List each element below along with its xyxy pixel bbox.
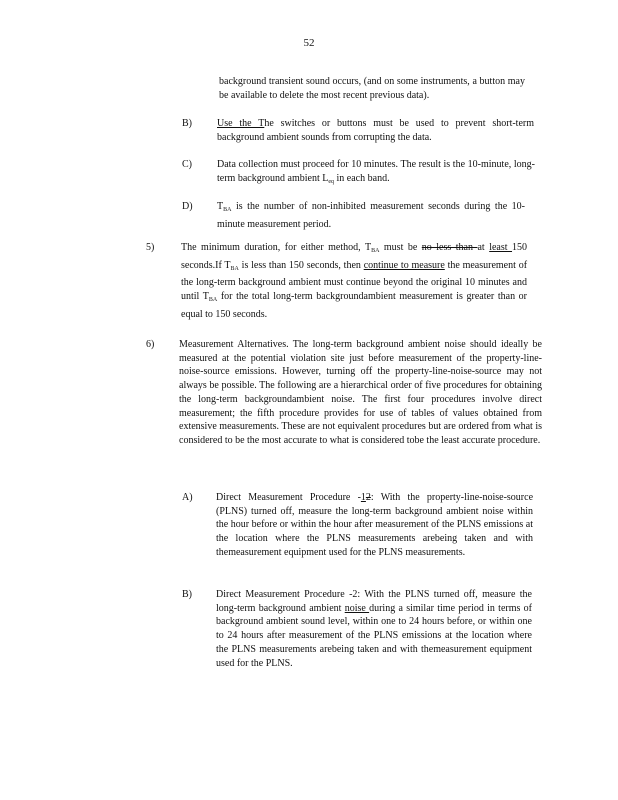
para-6b-b: during a similar time period in terms of background ambient sound level, within one to 24 hours before, or within one to 24 hours after measurement of the PLNS emissions at the location where the PLNS measurements arebeing taken and with themeasurement equipment used for the PLNS. xyxy=(216,602,533,669)
inserted-text: continue to measure xyxy=(363,259,445,271)
para-5-label: 5) xyxy=(146,242,155,253)
inserted-text: noise xyxy=(344,602,370,614)
para-6b xyxy=(216,588,532,670)
para-6 xyxy=(179,338,542,448)
item-d-label: D) xyxy=(182,201,193,212)
item-b-label: B) xyxy=(182,118,192,129)
subscript-ba: BA xyxy=(208,297,218,304)
t-symbol: T xyxy=(217,201,224,212)
item-d-text: is the number of non-inhibited measurement seconds during the 10-minute measurement period. xyxy=(217,201,525,230)
para-6a-label: A) xyxy=(182,492,193,503)
para-5-e: is less than 150 seconds, then xyxy=(238,259,364,271)
inserted-text: least xyxy=(489,242,513,253)
item-b-text: he switches or buttons must be used to prevent short-term background ambient sounds from corrupting the data. xyxy=(217,118,534,143)
para-6-text: Measurement Alternatives. The long-term background ambient noise should ideally be measured at the potential violation site just before measurement of the property-line-noise-source emissions. However, turning off the property-line-noise-source may not always be possible. The following are a hierarchical order of five procedures for obtaining the long-term backgroundambient noise. The first four procedures involve direct measurement; the fifth procedure provides for use of tables of values obtained from extensive measurements. These are not equivalent procedures but are ordered from what is considered to be the most accurate to what is considered tobe the least accurate procedure. xyxy=(179,339,542,446)
para-5-g: for the total long-term backgroundambient measurement is greater than or equal to 150 seconds. xyxy=(181,291,527,320)
para-5-d: 150 seconds.If T xyxy=(181,242,528,271)
para-6b-a: Direct Measurement Procedure -2: With the PLNS turned off, measure the long-term background ambient xyxy=(216,589,532,614)
continued-text-body: background transient sound occurs, (and on some instruments, a button may be available to delete the most recent previous data). xyxy=(219,76,525,101)
inserted-text: Use the T xyxy=(217,118,265,129)
deleted-text: 2 xyxy=(365,492,371,503)
para-6a-a: Direct Measurement Procedure - xyxy=(216,492,361,503)
para-5-f: the measurement of the long-term background ambient must continue beyond the original 10 minutes and until T xyxy=(181,259,528,303)
para-6-label: 6) xyxy=(146,339,155,350)
item-c-text: Data collection must proceed for 10 minutes. The result is the 10-minute, long-term background ambient L xyxy=(217,159,535,184)
item-b xyxy=(217,117,534,144)
item-c xyxy=(217,158,535,189)
page-number: 52 xyxy=(303,37,315,49)
para-5-b: must be xyxy=(379,242,422,253)
continued-text xyxy=(219,75,525,102)
subscript-ba: BA xyxy=(371,248,380,254)
para-6b-label: B) xyxy=(182,589,192,600)
item-c-label: C) xyxy=(182,159,192,170)
item-d xyxy=(217,200,525,231)
para-5 xyxy=(181,241,527,322)
inserted-text: 1 xyxy=(360,492,366,503)
subscript-ba: BA xyxy=(230,265,239,272)
para-6a xyxy=(216,491,533,560)
subscript-ba: BA xyxy=(223,207,232,213)
para-5-a: The minimum duration, for either method, T xyxy=(181,242,372,253)
item-c-tail: in each band. xyxy=(334,172,390,184)
deleted-text: no less than xyxy=(421,242,478,253)
para-6a-b: : With the property-line-noise-source (PLNS) turned off, measure the long-term background ambient noise within the hour before or within the hour after measurement of the PLNS emissions at the location where the PLNS measurements arebeing taken and with themeasurement equipment used for the PLNS measurements. xyxy=(216,492,534,558)
para-5-c: at xyxy=(477,242,490,253)
subscript-eq: eq xyxy=(328,178,335,185)
